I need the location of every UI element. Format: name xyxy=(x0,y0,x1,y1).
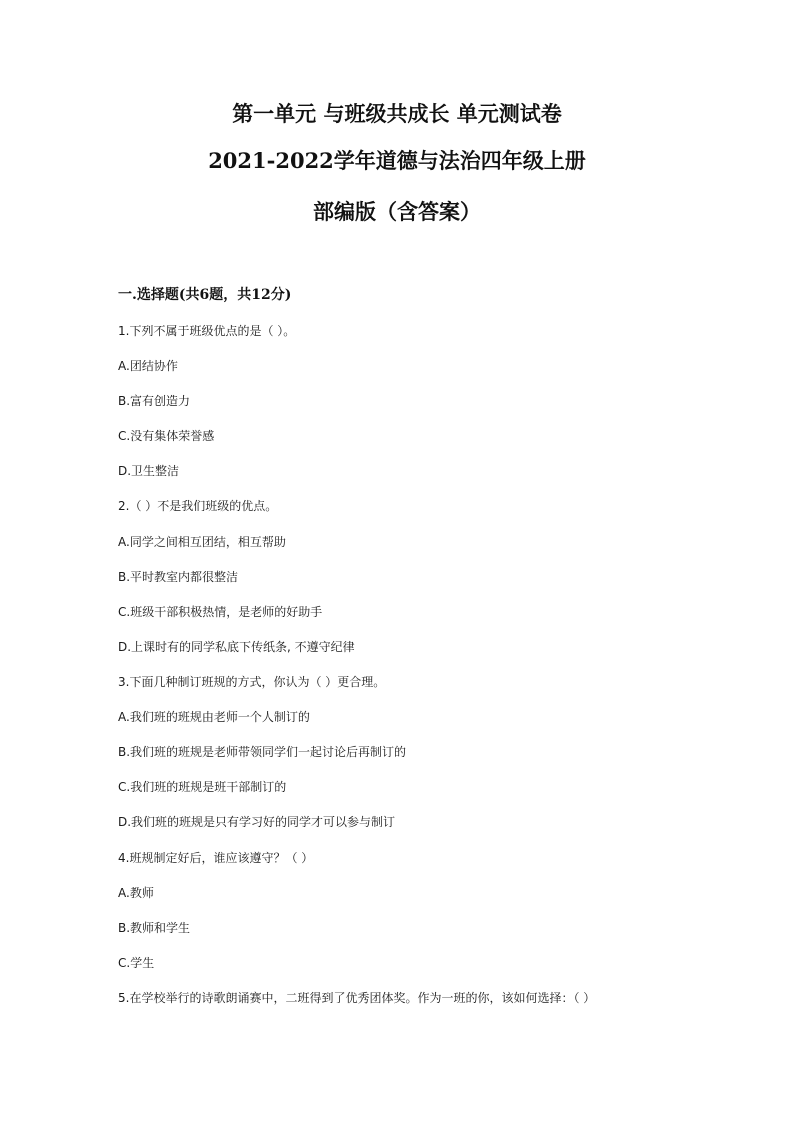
question-2-option-c: C.班级干部积极热情，是老师的好助手 xyxy=(118,605,323,619)
question-2-stem: 2.（ ）不是我们班级的优点。 xyxy=(118,499,278,513)
question-5-stem: 5.在学校举行的诗歌朗诵赛中，二班得到了优秀团体奖。作为一班的你，该如何选择：（ ） xyxy=(118,991,596,1005)
question-2-option-a: A.同学之间相互团结，相互帮助 xyxy=(118,535,286,549)
question-1-stem: 1.下列不属于班级优点的是（ ）。 xyxy=(118,324,296,338)
document-title-line-3: 部编版（含答案） xyxy=(313,199,481,224)
document-title-line-2: 2021-2022学年道德与法治四年级上册 xyxy=(208,148,586,173)
question-3-option-a: A.我们班的班规由老师一个人制订的 xyxy=(118,710,310,724)
question-3-option-b: B.我们班的班规是老师带领同学们一起讨论后再制订的 xyxy=(118,745,407,759)
question-1-option-b: B.富有创造力 xyxy=(118,394,191,408)
question-2-option-d: D.上课时有的同学私底下传纸条, 不遵守纪律 xyxy=(118,640,355,654)
question-3-option-d: D.我们班的班规是只有学习好的同学才可以参与制订 xyxy=(118,815,396,829)
question-4-option-b: B.教师和学生 xyxy=(118,921,191,935)
question-2-option-b: B.平时教室内都很整洁 xyxy=(118,570,239,584)
question-1-option-c: C.没有集体荣誉感 xyxy=(118,429,215,443)
question-1-option-d: D.卫生整洁 xyxy=(118,464,180,478)
question-4-stem: 4.班规制定好后，谁应该遵守？（ ） xyxy=(118,851,314,865)
question-3-option-c: C.我们班的班规是班干部制订的 xyxy=(118,780,287,794)
question-4-option-a: A.教师 xyxy=(118,886,154,900)
question-1-option-a: A.团结协作 xyxy=(118,359,178,373)
section-heading: 一.选择题(共6题，共12分) xyxy=(118,287,292,303)
question-4-option-c: C.学生 xyxy=(118,956,155,970)
question-3-stem: 3.下面几种制订班规的方式，你认为（ ）更合理。 xyxy=(118,675,386,689)
document-title-line-1: 第一单元 与班级共成长 单元测试卷 xyxy=(232,101,562,126)
